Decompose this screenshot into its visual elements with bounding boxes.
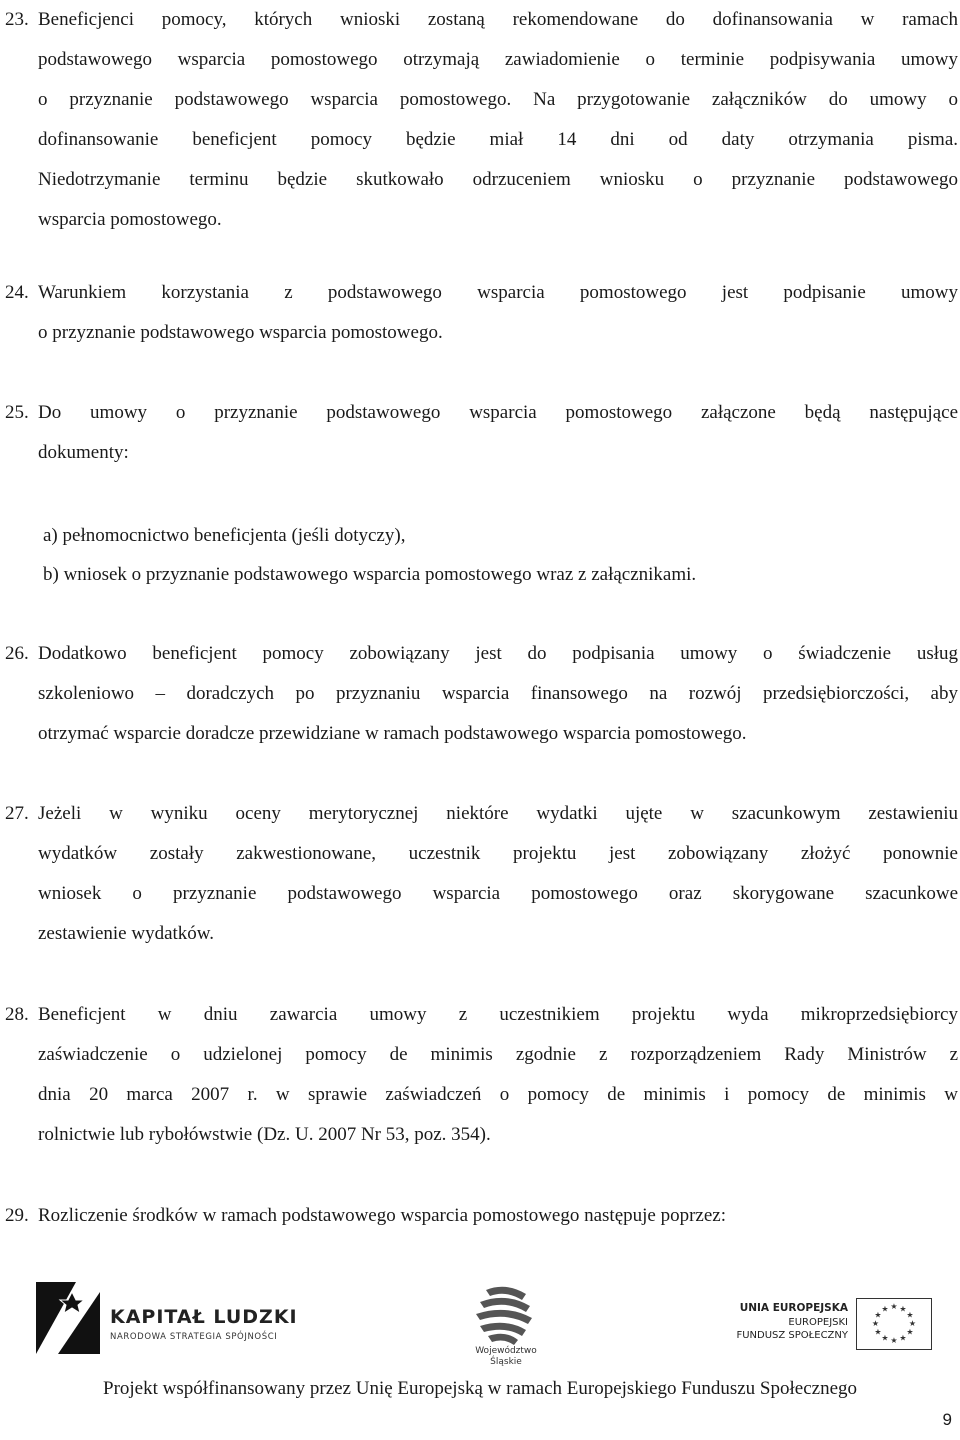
- item-text: [38, 0, 958, 240]
- item-number: 27.: [5, 803, 29, 824]
- text-line: Beneficjenci pomocy, których wnioski zostaną rekomendowane do dofinansowania w ramach: [38, 9, 958, 30]
- text-line: wsparcia pomostowego.: [38, 209, 222, 230]
- svg-text:★: ★: [874, 1327, 882, 1337]
- item-text: [38, 1196, 958, 1236]
- text-line: otrzymać wsparcie doradcze przewidziane w ramach podstawowego wsparcia pomostowego.: [38, 723, 747, 744]
- item-text: [38, 393, 958, 473]
- text-line: rolnictwie lub rybołówstwie (Dz. U. 2007 Nr 53, poz. 354).: [38, 1124, 491, 1145]
- eu-line2: EUROPEJSKI: [788, 1317, 848, 1328]
- kapital-ludzki-logo: [36, 1282, 306, 1354]
- item-number: 23.: [5, 9, 29, 30]
- text-line: o przyznanie podstawowego wsparcia pomostowego. Na przygotowanie załączników do umowy o: [38, 89, 958, 110]
- svg-text:★: ★: [906, 1327, 914, 1337]
- text-line: Warunkiem korzystania z podstawowego wsparcia pomostowego jest podpisanie umowy: [38, 282, 958, 303]
- text-line: dnia 20 marca 2007 r. w sprawie zaświadczeń o pomocy de minimis i pomocy de minimis w: [38, 1084, 958, 1105]
- eu-line3: FUNDUSZ SPOŁECZNY: [736, 1330, 848, 1341]
- footer-cofinancing-text: Projekt współfinansowany przez Unię Europejską w ramach Europejskiego Funduszu Społecznego: [103, 1378, 857, 1399]
- text-line: wydatków zostały zakwestionowane, uczestnik projektu jest zobowiązany złożyć ponownie: [38, 843, 958, 864]
- list-item: a) pełnomocnictwo beneficjenta (jeśli dotyczy),: [43, 525, 406, 546]
- item-text: [38, 794, 958, 954]
- text-line: Rozliczenie środków w ramach podstawowego wsparcia pomostowego następuje poprzez:: [38, 1205, 727, 1226]
- kapital-ludzki-subtitle: NARODOWA STRATEGIA SPÓJNOŚCI: [110, 1332, 278, 1342]
- svg-text:★: ★: [890, 1302, 898, 1311]
- text-line: dokumenty:: [38, 442, 129, 463]
- wojewodztwo-slaskie-logo: [466, 1284, 546, 1370]
- svg-text:★: ★: [874, 1310, 882, 1320]
- item-number: 29.: [5, 1205, 29, 1226]
- item-text: [38, 273, 958, 353]
- text-line: zestawienie wydatków.: [38, 923, 215, 944]
- item-text: [38, 995, 958, 1155]
- text-line: wniosek o przyznanie podstawowego wsparcia pomostowego oraz skorygowane szacunkowe: [38, 883, 958, 904]
- item-number: 28.: [5, 1004, 29, 1025]
- text-line: Niedotrzymanie terminu będzie skutkowało odrzuceniem wniosku o przyznanie podstawowego: [38, 169, 958, 190]
- wojewodztwo-line2: Śląskie: [490, 1357, 522, 1367]
- kapital-ludzki-title: KAPITAŁ LUDZKI: [110, 1306, 298, 1328]
- text-line: szkoleniowo – doradczych po przyznaniu wsparcia finansowego na rozwój przedsiębiorczości, aby: [38, 683, 958, 704]
- text-line: o przyznanie podstawowego wsparcia pomostowego.: [38, 322, 443, 343]
- eu-flag-icon: [856, 1298, 932, 1350]
- kapital-ludzki-emblem-icon: [36, 1282, 100, 1354]
- svg-text:★: ★: [899, 1304, 907, 1314]
- svg-text:★: ★: [881, 1333, 889, 1343]
- svg-text:★: ★: [899, 1333, 907, 1343]
- page-number: 9: [942, 1410, 952, 1429]
- text-line: Do umowy o przyznanie podstawowego wsparcia pomostowego załączone będą następujące: [38, 402, 958, 423]
- svg-text:★: ★: [906, 1310, 914, 1320]
- text-line: zaświadczenie o udzielonej pomocy de minimis zgodnie z rozporządzeniem Rady Ministrów z: [38, 1044, 958, 1065]
- wojewodztwo-line1: Województwo: [475, 1346, 537, 1356]
- wojewodztwo-emblem-icon: [466, 1284, 546, 1346]
- text-line: dofinansowanie beneficjent pomocy będzie miał 14 dni od daty otrzymania pisma.: [38, 129, 958, 150]
- eu-efs-logo: [736, 1298, 940, 1350]
- text-line: Jeżeli w wyniku oceny merytorycznej niektóre wydatki ujęte w szacunkowym zestawieniu: [38, 803, 958, 824]
- svg-text:★: ★: [871, 1319, 880, 1328]
- text-line: Dodatkowo beneficjent pomocy zobowiązany jest do podpisania umowy o świadczenie usług: [38, 643, 958, 664]
- svg-text:★: ★: [890, 1336, 898, 1345]
- svg-text:★: ★: [908, 1319, 917, 1328]
- text-line: podstawowego wsparcia pomostowego otrzymają zawiadomienie o terminie podpisywania umowy: [38, 49, 958, 70]
- item-number: 25.: [5, 402, 29, 423]
- svg-text:★: ★: [881, 1304, 889, 1314]
- eu-line1: UNIA EUROPEJSKA: [739, 1302, 848, 1314]
- item-number: 24.: [5, 282, 29, 303]
- text-line: Beneficjent w dniu zawarcia umowy z uczestnikiem projektu wyda mikroprzedsiębiorcy: [38, 1004, 958, 1025]
- list-item: b) wniosek o przyznanie podstawowego wsparcia pomostowego wraz z załącznikami.: [43, 564, 697, 585]
- item-number: 26.: [5, 643, 29, 664]
- item-text: [38, 634, 958, 754]
